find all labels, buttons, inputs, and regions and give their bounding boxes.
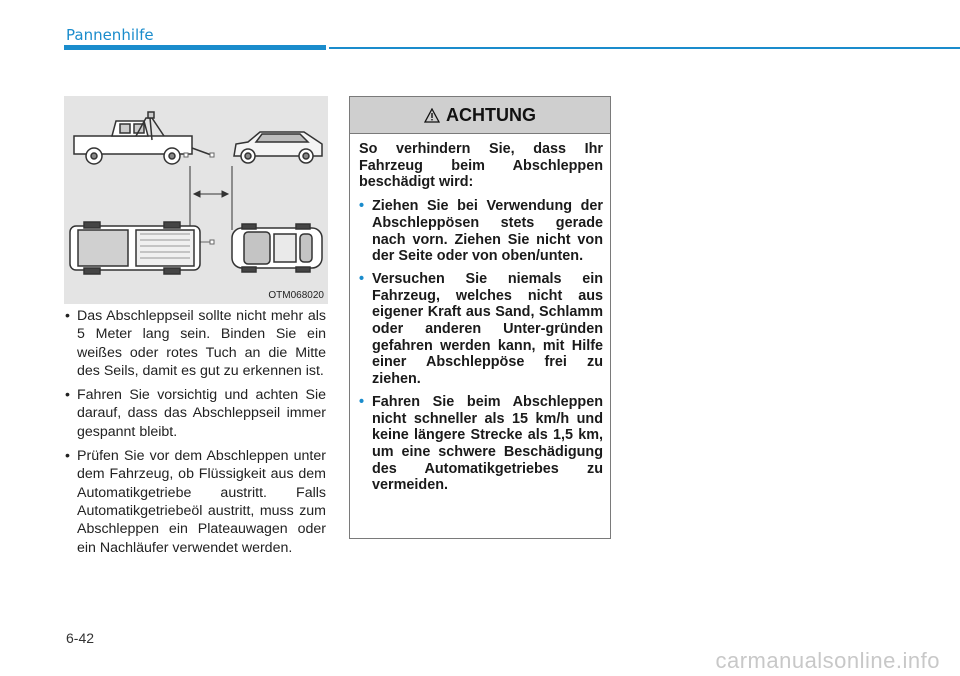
warning-intro: So verhindern Sie, dass Ihr Fahrzeug beim Abschleppen beschädigt wird: bbox=[359, 141, 603, 191]
instruction-item: • Das Abschleppseil sollte nicht mehr als 5 Meter lang sein. Binden Sie ein weißes oder rotes Tuch an die Mitte des Seils, damit es gut zu erkennen ist. bbox=[64, 307, 326, 380]
warning-list bbox=[359, 198, 603, 494]
tow-truck-side-view bbox=[74, 112, 214, 164]
warning-header bbox=[350, 97, 610, 134]
warning-triangle-icon bbox=[424, 108, 440, 123]
section-title: Pannenhilfe bbox=[66, 26, 154, 44]
warning-box bbox=[349, 96, 611, 539]
warning-title: ACHTUNG bbox=[446, 104, 536, 125]
towed-car-top-view bbox=[232, 224, 322, 272]
warning-item: • Fahren Sie beim Abschleppen nicht schneller als 15 km/h und keine längere Strecke als 1,5 km, um eine schwere Beschädigung des Automatikgetriebes zu vermeiden. bbox=[359, 394, 603, 494]
towing-illustration bbox=[64, 96, 328, 304]
warning-item: • Versuchen Sie niemals ein Fahrzeug, welches nicht aus eigener Kraft aus Sand, Schlamm oder anderen Unter-gründen gefahren werden kann, mit Hilfe einer Abschleppöse frei zu ziehen. bbox=[359, 271, 603, 388]
page-number: 6-42 bbox=[66, 630, 95, 646]
watermark: carmanualsonline.info bbox=[715, 648, 940, 673]
instruction-item: • Fahren Sie vorsichtig und achten Sie darauf, dass das Abschleppseil immer gespannt bleibt. bbox=[64, 386, 326, 441]
tow-truck-top-view bbox=[70, 222, 200, 274]
distance-indicator bbox=[190, 166, 232, 230]
header-rule-thick bbox=[64, 45, 326, 50]
header-rule-thin bbox=[329, 47, 960, 49]
towed-car-side-view bbox=[234, 132, 322, 163]
warning-body bbox=[350, 134, 610, 494]
warning-item: • Ziehen Sie bei Verwendung der Abschleppösen stets gerade nach vorn. Ziehen Sie nicht von der Seite oder von oben/unten. bbox=[359, 198, 603, 265]
figure-code: OTM068020 bbox=[268, 290, 324, 301]
instruction-item: • Prüfen Sie vor dem Abschleppen unter dem Fahrzeug, ob Flüssigkeit aus dem Automatikgetriebe austritt. Falls Automatikgetriebeöl austritt, muss zum Abschleppen ein Plateauwagen oder ein Nachläufer verwendet werden. bbox=[64, 447, 326, 557]
towing-diagram bbox=[64, 96, 328, 304]
instruction-list bbox=[64, 307, 326, 563]
